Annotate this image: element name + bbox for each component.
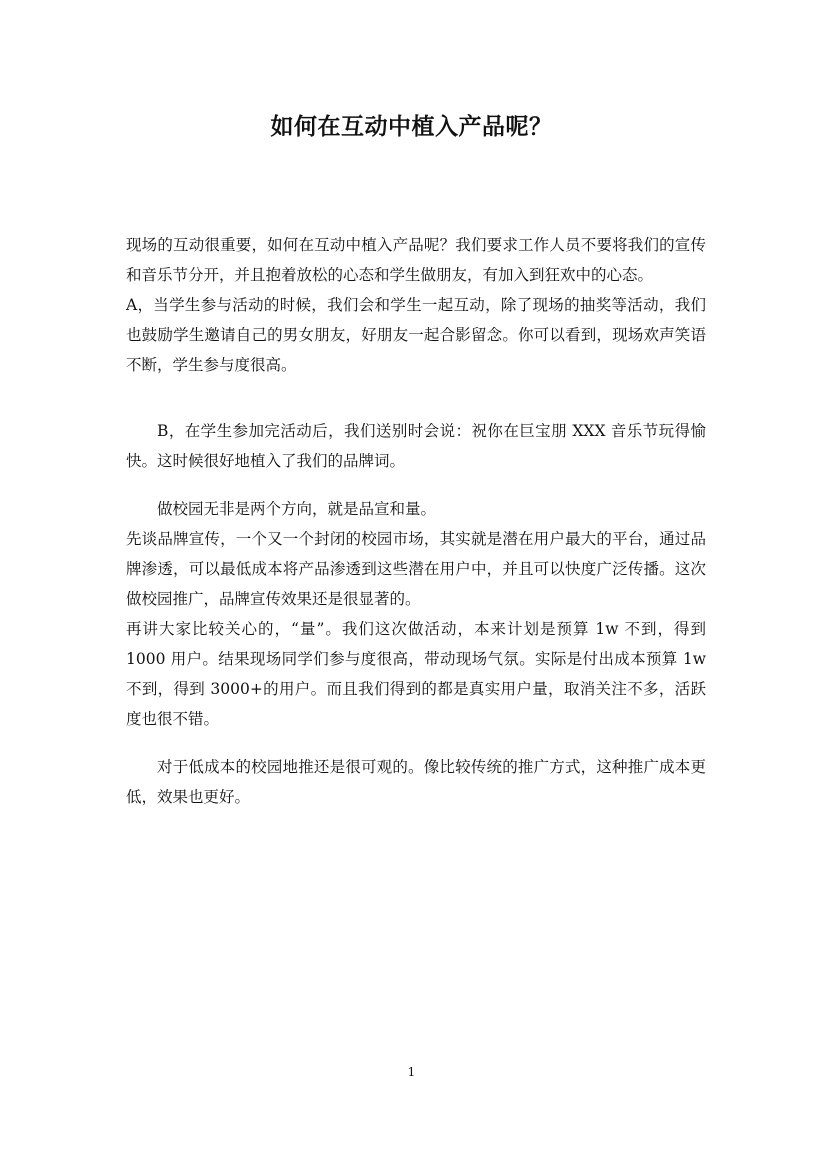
paragraph-a: A，当学生参与活动的时候，我们会和学生一起互动，除了现场的抽奖等活动，我们也鼓励学生邀请自己的男女朋友，好朋友一起合影留念。你可以看到，现场欢声笑语不断，学生参与度很高。 — [126, 296, 706, 374]
paragraph-conclusion: 对于低成本的校园地推还是很可观的。像比较传统的推广方式，这种推广成本更低，效果也更好。 — [126, 758, 706, 806]
paragraph-volume: 再讲大家比较关心的，“量”。我们这次做活动，本来计划是预算 1w 不到，得到 1000 用户。结果现场同学们参与度很高，带动现场气氛。实际是付出成本预算 1w 不到，得到 3000+的用户。而且我们得到的都是真实用户量，取消关注不多，活跃度也很不错。 — [126, 620, 706, 728]
paragraph-b: B，在学生参加完活动后，我们送别时会说：祝你在巨宝朋 XXX 音乐节玩得愉快。这时候很好地植入了我们的品牌词。 — [126, 422, 706, 470]
paragraph-brand: 先谈品牌宣传，一个又一个封闭的校园市场，其实就是潜在用户最大的平台，通过品牌渗透，可以最低成本将产品渗透到这些潜在用户中，并且可以快度广泛传播。这次做校园推广，品牌宣传效果还是很显著的。 — [126, 530, 706, 608]
paragraph-directions: 做校园无非是两个方向，就是品宣和量。 — [157, 500, 437, 518]
document-body — [126, 230, 706, 812]
document-title: 如何在互动中植入产品呢？ — [270, 113, 553, 140]
page-number: 1 — [407, 1065, 416, 1079]
paragraph-intro: 现场的互动很重要，如何在互动中植入产品呢？我们要求工作人员不要将我们的宣传和音乐节分开，并且抱着放松的心态和学生做朋友，有加入到狂欢中的心态。 — [126, 236, 706, 284]
